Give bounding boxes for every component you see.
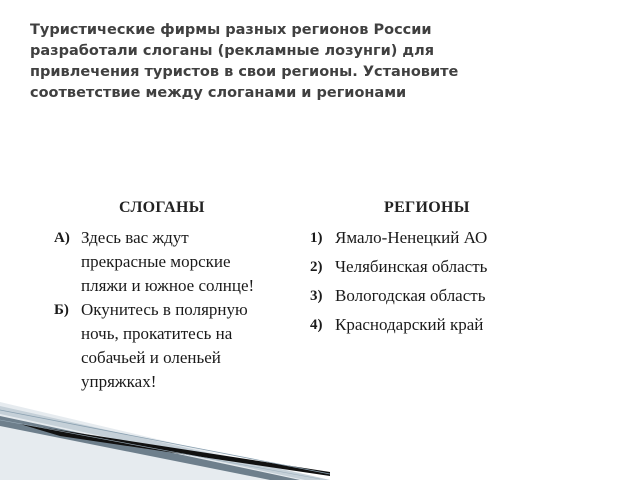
region-item-3 <box>310 284 570 310</box>
title-line: Туристические фирмы разных регионов России <box>30 22 432 38</box>
title-line: разработали слоганы (рекламные лозунги) для <box>30 43 435 59</box>
slogan-marker: Б) <box>54 302 69 318</box>
slogan-marker: А) <box>54 230 70 246</box>
slogan-line: пляжи и южное солнце! <box>81 276 255 295</box>
region-marker: 4) <box>310 317 323 333</box>
region-label: Ямало-Ненецкий АО <box>335 228 488 247</box>
slogans-header: СЛОГАНЫ <box>119 199 205 216</box>
slogan-line: Здесь вас ждут <box>81 228 189 247</box>
region-marker: 3) <box>310 288 323 304</box>
regions-header: РЕГИОНЫ <box>384 199 470 216</box>
region-marker: 2) <box>310 259 323 275</box>
region-marker: 1) <box>310 230 323 246</box>
title-line: привлечения туристов в свои регионы. Установите <box>30 64 459 80</box>
slogan-text <box>81 226 254 298</box>
title-line: соответствие между слоганами и регионами <box>30 85 407 101</box>
slogan-item-a <box>54 226 294 298</box>
region-item-2 <box>310 255 570 281</box>
region-label: Краснодарский край <box>335 315 484 334</box>
slogan-line: ночь, прокатитесь на <box>81 324 233 343</box>
decorative-swoosh <box>0 380 640 480</box>
region-label: Челябинская область <box>335 257 488 276</box>
region-item-4 <box>310 313 570 339</box>
slogan-line: упряжках! <box>81 372 157 391</box>
slogan-line: Окунитесь в полярную <box>81 300 248 319</box>
slogan-line: прекрасные морские <box>81 252 231 271</box>
region-item-1 <box>310 226 570 252</box>
slogan-line: собачьей и оленьей <box>81 348 221 367</box>
region-label: Вологодская область <box>335 286 486 305</box>
slide-title <box>30 20 620 104</box>
